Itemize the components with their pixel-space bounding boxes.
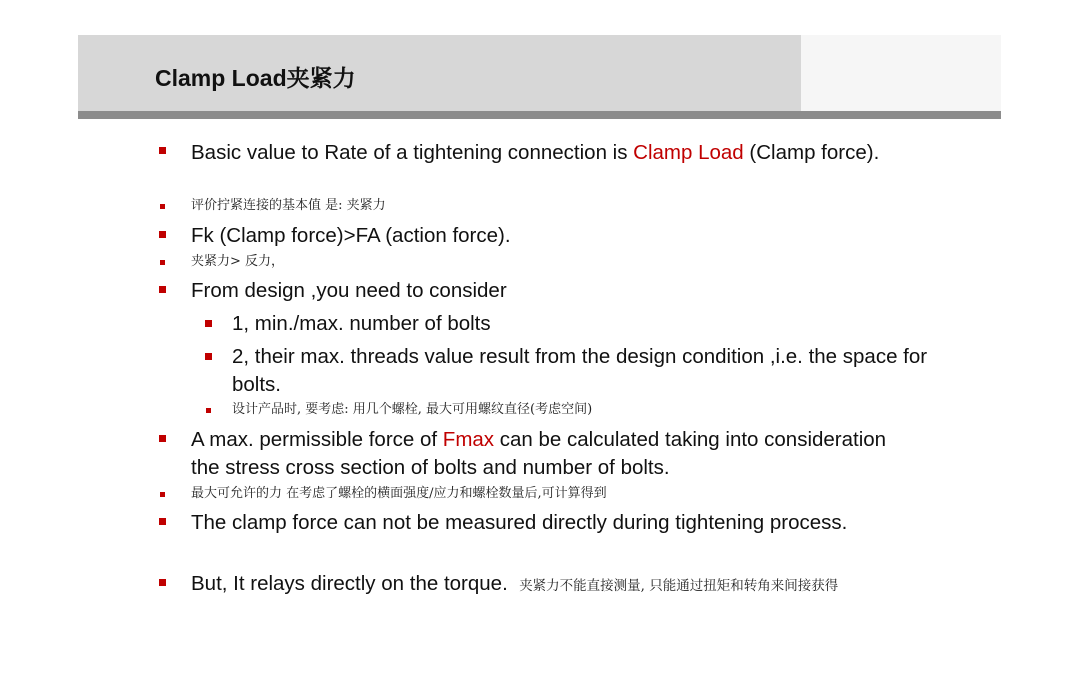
text-run: (Clamp force). [743,141,880,164]
bullet-marker [160,492,165,497]
bullet-fk-fa-cn: 夹紧力> 反力， [191,254,285,269]
text-run: Basic value to Rate of a tightening connection is [191,141,634,164]
bullet-marker [159,147,166,154]
text-run: But, It relays directly on the torque. [191,572,508,595]
sub-bullet-threads-cn: 设计产品时, 要考虑: 用几个螺栓, 最大可用螺纹直径(考虑空间) [232,402,593,417]
bullet-marker [159,286,166,293]
bullet-marker [159,518,166,525]
bullet-marker [159,231,166,238]
text-run: A max. permissible force of [191,428,443,451]
bullet-marker [159,435,166,442]
slide-title: Clamp Load夹紧力 [155,65,356,91]
highlight-fmax: Fmax [442,428,495,451]
sub-bullet-marker [205,320,212,327]
bullet-clamp-load-cn: 评价拧紧连接的基本值 是: 夹紧力 [191,198,386,213]
sub-bullet-threads: 2, their max. threads value result from the design condition ,i.e. the space for bolts. [232,345,928,396]
bullet-fk-fa: Fk (Clamp force)>FA (action force). [191,224,511,247]
sub-bullet-marker [205,353,212,360]
bullet-design: From design ,you need to consider [191,279,507,302]
bullet-torque [191,570,951,600]
bullet-marker [159,579,166,586]
text-run: can be calculated taking into consideration the stress cross section of bolts and number of bolts. [191,428,887,479]
sub-bullet-bolt-count: 1, min./max. number of bolts [232,312,491,335]
bullet-clamp-load [191,139,911,167]
bullet-torque-cn: 夹紧力不能直接测量, 只能通过扭矩和转角来间接获得 [519,578,839,594]
bullet-fmax [191,426,911,482]
highlight-clamp-load: Clamp Load [633,141,744,164]
bullet-marker [160,260,165,265]
bullet-fmax-cn: 最大可允许的力 在考虑了螺栓的横面强度/应力和螺栓数量后,可计算得到 [191,486,607,501]
bullet-marker [160,204,165,209]
bullet-not-measured: The clamp force can not be measured directly during tightening process. [191,511,848,534]
sub-bullet-marker [206,408,211,413]
